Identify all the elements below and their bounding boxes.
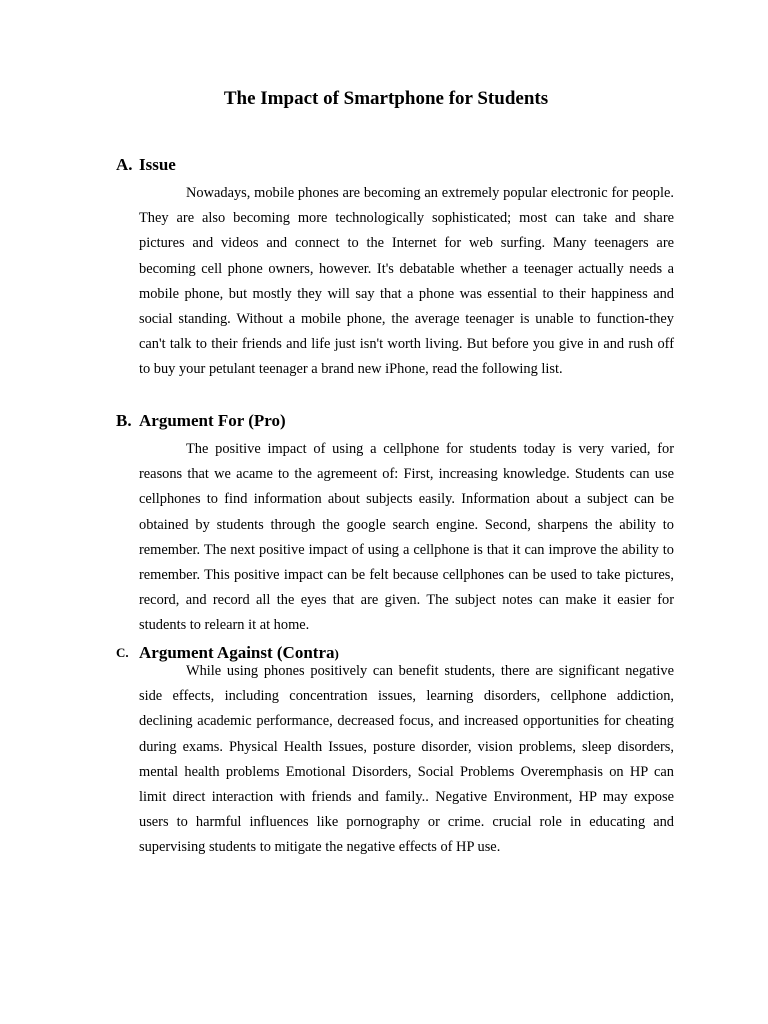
section-letter: C. <box>116 645 129 660</box>
section-heading-wrap <box>139 641 339 666</box>
section-body: Nowadays, mobile phones are becoming an extremely popular electronic for people. They are also becoming more technologically sophisticated; most can take and share pictures and videos and connect to the Internet for web surfing. Many teenagers are becoming cell phone owners, however. It's debatable whether a teenager actually needs a mobile phone, but mostly they will say that a phone was essential to their happiness and social standing. Without a mobile phone, the average teenager is unable to function-they can't talk to their friends and life just isn't worth living. But before you give in and rush off to buy your petulant teenager a brand new iPhone, read the following list. <box>139 185 674 378</box>
section-body: While using phones positively can benefit students, there are significant negative side effects, including concentration issues, learning disorders, cellphone addiction, declining academic performance, decreased focus, and increased opportunities for cheating during exams. Physical Health Issues, posture disorder, vision problems, sleep disorders, mental health problems Emotional Disorders, Social Problems Overemphasis on HP can limit direct interaction with friends and family.. Negative Environment, HP may expose users to harmful influences like pornography or crime. crucial role in educating and supervising students to mitigate the negative effects of HP use. <box>139 663 674 856</box>
section-letter: A. <box>116 155 133 174</box>
section-letter: B. <box>116 411 132 430</box>
section-body: The positive impact of using a cellphone for students today is very varied, for reasons that we acame to the agremeent of: First, increasing knowledge. Students can use cellphones to find information about subjects easily. Information about a subject can be obtained by students through the google search engine. Second, sharpens the ability to remember. The next positive impact of using a cellphone is that it can improve the ability to remember. This positive impact can be felt because cellphones can be used to take pictures, record, and record all the eyes that are given. The subject notes can make it easier for students to relearn it at home. <box>139 441 674 634</box>
section-issue <box>0 153 768 383</box>
section-argument-for <box>0 409 768 639</box>
document-title: The Impact of Smartphone for Students <box>223 88 549 109</box>
section-argument-against <box>0 641 768 861</box>
section-heading: Issue <box>139 155 176 174</box>
section-header <box>0 409 768 433</box>
section-heading: Argument Against (Contra <box>139 643 335 662</box>
section-heading: Argument For (Pro) <box>139 411 286 430</box>
section-header <box>0 153 768 177</box>
section-heading-tail: ) <box>334 646 339 661</box>
section-header <box>0 641 768 665</box>
